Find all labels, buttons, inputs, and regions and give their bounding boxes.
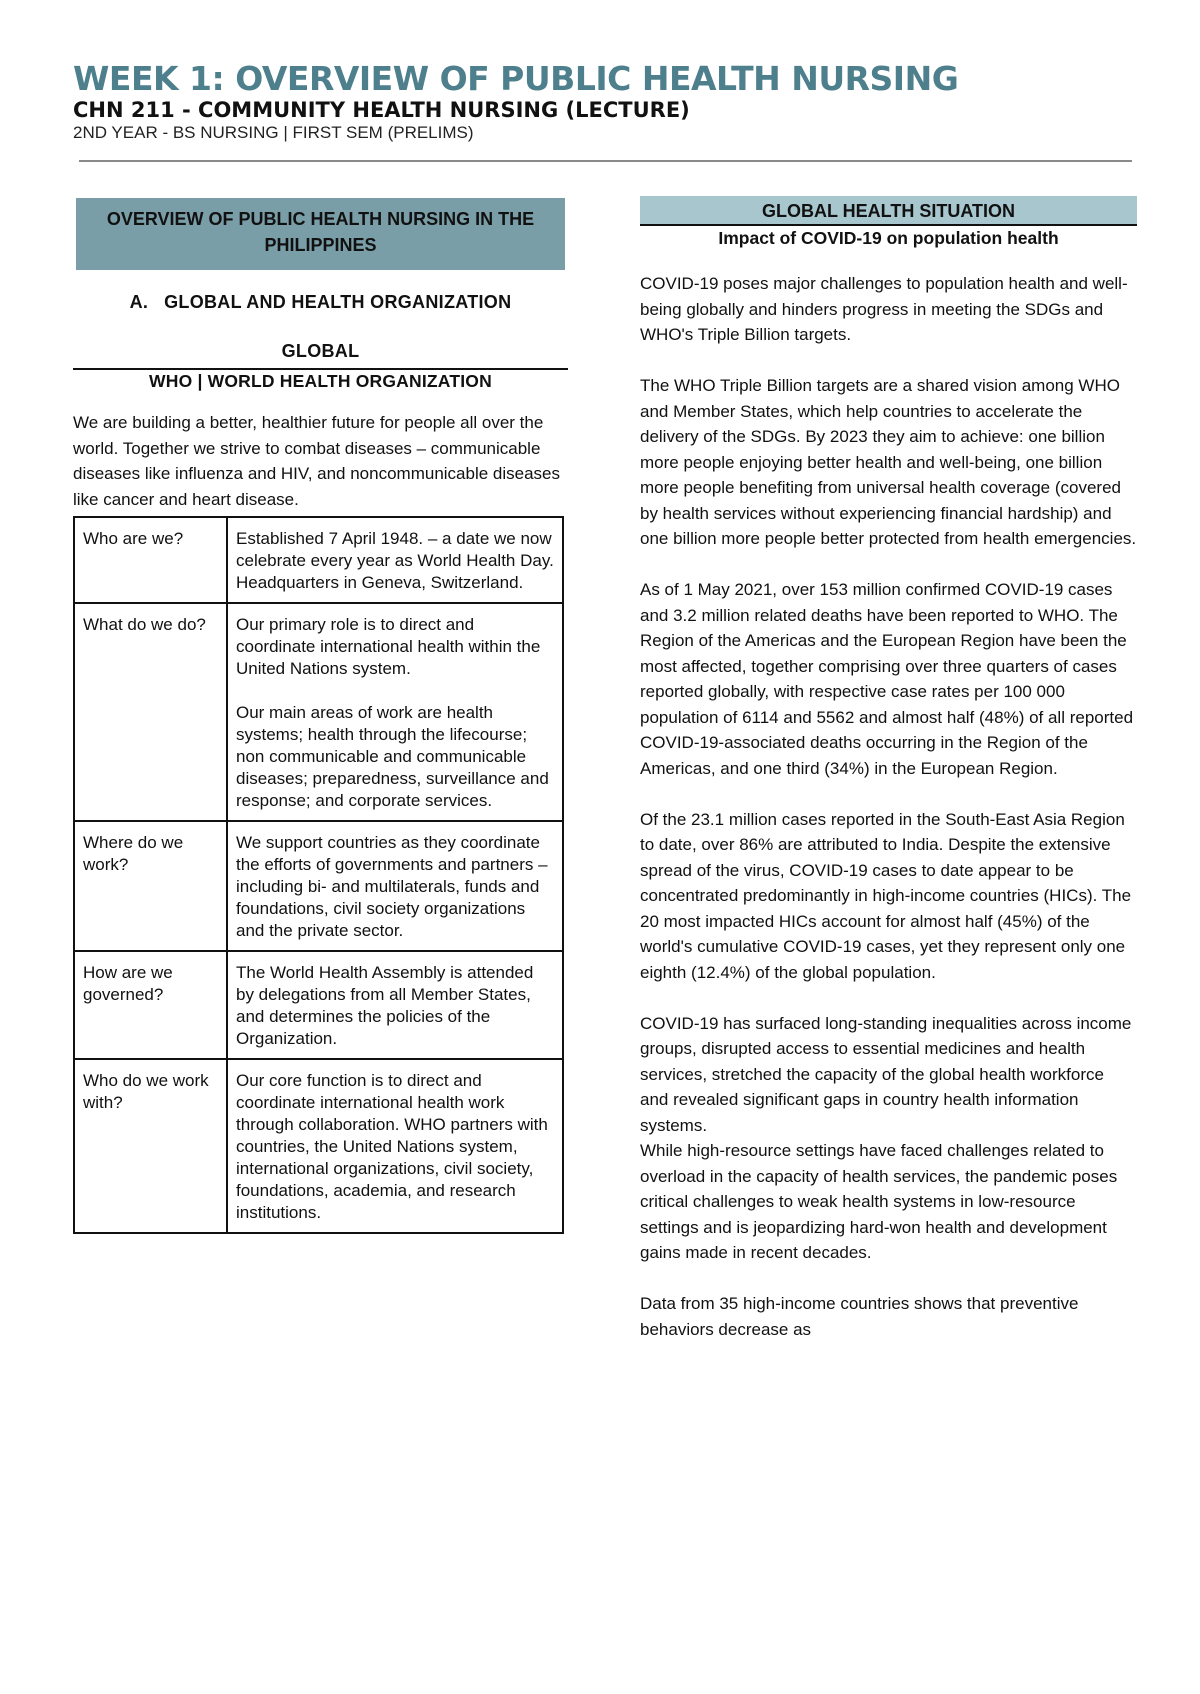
table-question: What do we do? <box>74 603 227 821</box>
table-question: Who are we? <box>74 517 227 603</box>
answer-paragraph: The World Health Assembly is attended by delegations from all Member States, and determines the policies of the Organization. <box>236 963 534 1048</box>
table-row <box>74 603 563 821</box>
global-health-body <box>640 271 1137 1342</box>
table-question: How are we governed? <box>74 951 227 1059</box>
header-divider <box>79 160 1132 162</box>
table-answer <box>227 603 563 821</box>
left-column <box>73 198 568 1234</box>
section-title-box: OVERVIEW OF PUBLIC HEALTH NURSING IN THE PHILIPPINES <box>76 198 565 270</box>
table-row <box>74 821 563 951</box>
page-header <box>73 60 1133 144</box>
answer-paragraph: Our main areas of work are health systems; health through the lifecourse; non communicable and communicable diseases; preparedness, surveillance and response; and corporate services. <box>236 703 549 810</box>
right-column <box>640 196 1137 1368</box>
body-paragraph: COVID-19 poses major challenges to population health and well-being globally and hinders progress in meeting the SDGs and WHO's Triple Billion targets. <box>640 274 1128 344</box>
who-info-table <box>73 516 564 1234</box>
covid-impact-subtitle: Impact of COVID-19 on population health <box>718 228 1059 248</box>
body-paragraph: The WHO Triple Billion targets are a shared vision among WHO and Member States, which help countries to accelerate the delivery of the SDGs. By 2023 they aim to achieve: one billion more people enjoying better health and well-being, one billion more people benefiting from universal health coverage (covered by health services without experiencing financial hardship) and one billion more people better protected from health emergencies. <box>640 376 1137 548</box>
table-question: Where do we work? <box>74 821 227 951</box>
page-title: WEEK 1: OVERVIEW OF PUBLIC HEALTH NURSING <box>73 59 959 98</box>
table-row <box>74 1059 563 1233</box>
table-question: Who do we work with? <box>74 1059 227 1233</box>
body-paragraph: Data from 35 high-income countries shows that preventive behaviors decrease as <box>640 1294 1079 1339</box>
answer-paragraph: We support countries as they coordinate the efforts of governments and partners – including bi- and multilaterals, funds and foundations, civil society organizations and the private sector. <box>236 833 548 940</box>
table-answer <box>227 517 563 603</box>
course-title: CHN 211 - COMMUNITY HEALTH NURSING (LECTURE) <box>73 98 690 122</box>
table-answer <box>227 951 563 1059</box>
table-row <box>74 517 563 603</box>
body-paragraph: COVID-19 has surfaced long-standing inequalities across income groups, disrupted access to essential medicines and health services, stretched the capacity of the global health workforce and revealed significant gaps in country health information systems. <box>640 1013 1132 1135</box>
body-paragraph: As of 1 May 2021, over 153 million confirmed COVID-19 cases and 3.2 million related deaths have been reported to WHO. The Region of the Americas and the European Region have been the most affected, together comprising over three quarters of cases reported globally, with respective case rates per 100 000 population of 6114 and 5562 and almost half (48%) of all reported COVID-19-associated deaths occurring in the Region of the Americas, and one third (34%) in the European Region. <box>640 580 1134 778</box>
table-row <box>74 951 563 1059</box>
global-label: GLOBAL <box>281 341 360 361</box>
global-health-situation-heading: GLOBAL HEALTH SITUATION <box>640 196 1137 226</box>
who-heading: WHO | WORLD HEALTH ORGANIZATION <box>73 368 568 392</box>
table-answer <box>227 1059 563 1233</box>
answer-paragraph: Our core function is to direct and coordinate international health work through collaboration. WHO partners with countries, the United Nations system, international organizations, civil society, foundations, academia, and research institutions. <box>236 1071 548 1222</box>
body-paragraph: While high-resource settings have faced challenges related to overload in the capacity of health services, the pandemic poses critical challenges to weak health systems in low-resource settings and is jeopardizing hard-won health and development gains made in recent decades. <box>640 1141 1118 1262</box>
subheading-global-health-organization: A. GLOBAL AND HEALTH ORGANIZATION <box>129 292 512 312</box>
answer-paragraph: Established 7 April 1948. – a date we now celebrate every year as World Health Day. Headquarters in Geneva, Switzerland. <box>236 529 554 592</box>
table-answer <box>227 821 563 951</box>
answer-paragraph: Our primary role is to direct and coordinate international health within the United Nations system. <box>236 615 541 678</box>
year-semester: 2ND YEAR - BS NURSING | FIRST SEM (PRELIMS) <box>73 123 474 142</box>
body-paragraph: Of the 23.1 million cases reported in the South-East Asia Region to date, over 86% are attributed to India. Despite the extensive spread of the virus, COVID-19 cases to date appear to be concentrated predominantly in high-income countries (HICs). The 20 most impacted HICs account for almost half (45%) of the world's cumulative COVID-19 cases, yet they represent only one eighth (12.4%) of the global population. <box>640 809 1132 982</box>
who-intro-paragraph: We are building a better, healthier future for people all over the world. Together we strive to combat diseases – communicable diseases like influenza and HIV, and noncommunicable diseases like cancer and heart disease. <box>73 413 561 509</box>
